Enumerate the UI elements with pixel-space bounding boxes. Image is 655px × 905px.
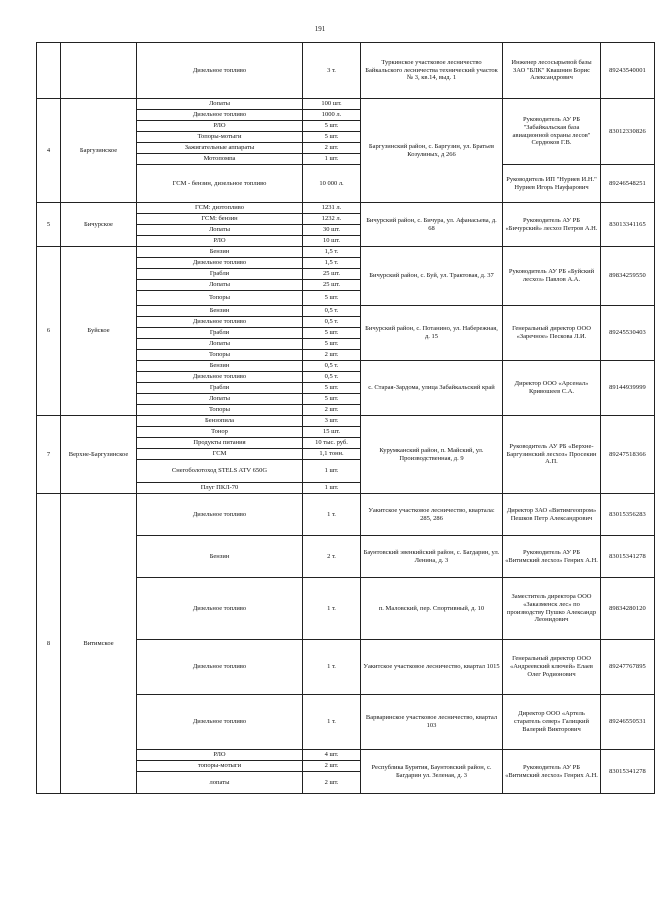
district-name: Буйское bbox=[61, 247, 137, 416]
phone-number: 83015341278 bbox=[601, 536, 655, 578]
item-name: топоры-мотыги bbox=[137, 761, 303, 772]
item-name: Дизельное топливо bbox=[137, 578, 303, 640]
phone-number: 89834280120 bbox=[601, 578, 655, 640]
item-name: Грабли bbox=[137, 328, 303, 339]
location-address: Курумканский район, п. Майский, ул. Производственная, д. 9 bbox=[361, 416, 503, 494]
row-number: 5 bbox=[37, 203, 61, 247]
phone-number: 89246550531 bbox=[601, 695, 655, 750]
item-name: Дизельное топливо bbox=[137, 640, 303, 695]
phone-number: 83015356283 bbox=[601, 494, 655, 536]
location-address: Варваринское участковое лесничество, квартал 103 bbox=[361, 695, 503, 750]
location-address: Республика Бурятия, Баунтовский район, с. Багдарин ул. Зеленая, д. 3 bbox=[361, 750, 503, 794]
responsible-contact: Генеральный директор ООО «Андреевский ключей» Елаев Олег Родионович bbox=[503, 640, 601, 695]
responsible-contact: Руководитель АУ РБ «Буйский лесхоз» Павлов А.А. bbox=[503, 247, 601, 306]
item-quantity: 1 т. bbox=[303, 695, 361, 750]
item-quantity: 1231 л. bbox=[303, 203, 361, 214]
item-quantity: 25 шт. bbox=[303, 280, 361, 291]
item-quantity: 15 шт. bbox=[303, 427, 361, 438]
item-name: Дизельное топливо bbox=[137, 258, 303, 269]
phone-number: 83015341278 bbox=[601, 750, 655, 794]
district-name: Бичурское bbox=[61, 203, 137, 247]
phone-number: 89144939999 bbox=[601, 361, 655, 416]
item-name: ГСМ bbox=[137, 449, 303, 460]
item-name: Лопаты bbox=[137, 99, 303, 110]
item-name: Лопаты bbox=[137, 225, 303, 236]
item-name: Мотопомпа bbox=[137, 154, 303, 165]
item-name: РЛО bbox=[137, 236, 303, 247]
item-quantity: 1 шт. bbox=[303, 460, 361, 483]
item-name: Дизельное топливо bbox=[137, 317, 303, 328]
location-address: Уакитское участковое лесничество, квартал 1015 bbox=[361, 640, 503, 695]
item-name: РЛО bbox=[137, 750, 303, 761]
item-name: РЛО bbox=[137, 121, 303, 132]
responsible-contact: Генеральный директор ООО «Заречное» Пескова Л.И. bbox=[503, 306, 601, 361]
item-quantity: 3 шт. bbox=[303, 416, 361, 427]
item-quantity: 1,5 т. bbox=[303, 247, 361, 258]
phone-number: 89247518366 bbox=[601, 416, 655, 494]
location-address: Уакитское участковое лесничество, квартала: 285, 286 bbox=[361, 494, 503, 536]
location-address: с. Старая-Зардома, улица Забайкальский край bbox=[361, 361, 503, 416]
item-quantity: 5 шт. bbox=[303, 394, 361, 405]
item-name: Дизельное топливо bbox=[137, 695, 303, 750]
responsible-contact: Руководитель АУ РБ «Витимский лесхоз» Генрих А.Н. bbox=[503, 750, 601, 794]
responsible-contact: Заместитель директора ООО «Заказменск лес» по производству Пушко Александр Леонидович bbox=[503, 578, 601, 640]
location-address: Бичурский район, с. Бичура, ул. Афанасьева, д. 68 bbox=[361, 203, 503, 247]
item-quantity: 10 000 л. bbox=[303, 165, 361, 203]
responsible-contact: Инженер лесосырьевой базы ЗАО "БЛК" Квашнин Борис Александрович bbox=[503, 43, 601, 99]
item-name: Зажигательные аппараты bbox=[137, 143, 303, 154]
item-quantity: 0,5 т. bbox=[303, 306, 361, 317]
page-number: 191 bbox=[314, 25, 326, 33]
responsible-contact: Руководитель АУ РБ «Витимский лесхоз» Генрих А.Н. bbox=[503, 536, 601, 578]
row-number bbox=[37, 43, 61, 99]
table-row bbox=[37, 494, 655, 536]
item-quantity: 5 шт. bbox=[303, 328, 361, 339]
item-name: Дизельное топливо bbox=[137, 494, 303, 536]
item-name: Плуг ПКЛ-70 bbox=[137, 483, 303, 494]
item-name: Тонор bbox=[137, 427, 303, 438]
item-quantity: 5 шт. bbox=[303, 383, 361, 394]
table-row bbox=[37, 99, 655, 110]
row-number: 4 bbox=[37, 99, 61, 203]
table-row bbox=[37, 203, 655, 214]
responsible-contact: Директор ЗАО «Витимгеопром» Пешков Петр Александрович bbox=[503, 494, 601, 536]
item-quantity: 3 т. bbox=[303, 43, 361, 99]
phone-number: 83013341165 bbox=[601, 203, 655, 247]
item-quantity: 0,5 т. bbox=[303, 361, 361, 372]
item-name: Бензин bbox=[137, 361, 303, 372]
item-quantity: 1,1 тонн. bbox=[303, 449, 361, 460]
item-quantity: 1 шт. bbox=[303, 483, 361, 494]
resource-table bbox=[36, 42, 655, 794]
location-address: Бичурский район, с. Буй, ул. Трактовая, д. 37 bbox=[361, 247, 503, 306]
location-address: Бичурский район, с. Потанино, ул. Набережная, д. 15 bbox=[361, 306, 503, 361]
item-quantity: 2 шт. bbox=[303, 772, 361, 794]
item-name: Продукты питания bbox=[137, 438, 303, 449]
item-quantity: 5 шт. bbox=[303, 339, 361, 350]
location-address: Туркинское участковое лесничество Байкальского лесничества технический участок № 3, кв.14, выд. 1 bbox=[361, 43, 503, 99]
row-number: 7 bbox=[37, 416, 61, 494]
item-quantity: 5 шт. bbox=[303, 121, 361, 132]
item-quantity: 2 шт. bbox=[303, 761, 361, 772]
row-number: 8 bbox=[37, 494, 61, 794]
item-quantity: 1232 л. bbox=[303, 214, 361, 225]
location-address: Баргузинский район, с. Баргузин, ул. Братьев Козулиных, д 266 bbox=[361, 99, 503, 203]
item-name: ГСМ: дизтопливо bbox=[137, 203, 303, 214]
responsible-contact: Директор ООО «Артель старатель север» Галицкий Валерий Викторович bbox=[503, 695, 601, 750]
item-quantity: 1 т. bbox=[303, 640, 361, 695]
item-name: Топоры bbox=[137, 291, 303, 306]
location-address: Баунтовский эвенкийский район, с. Багдарин, ул. Ленина, д. 3 bbox=[361, 536, 503, 578]
responsible-contact: Директор ООО «Арсенал» Кривошеев С.А. bbox=[503, 361, 601, 416]
district-name: Витимское bbox=[61, 494, 137, 794]
item-quantity: 5 шт. bbox=[303, 291, 361, 306]
item-name: Бензин bbox=[137, 536, 303, 578]
phone-number: 83012330826 bbox=[601, 99, 655, 165]
item-name: Снегоболотоход STELS ATV 650G bbox=[137, 460, 303, 483]
item-name: Дизельное топливо bbox=[137, 372, 303, 383]
item-quantity: 2 шт. bbox=[303, 350, 361, 361]
item-name: Дизельное топливо bbox=[137, 43, 303, 99]
responsible-contact: Руководитель ИП "Нуриев И.Н." Нуриев Игорь Науфарович bbox=[503, 165, 601, 203]
item-quantity: 1000 л. bbox=[303, 110, 361, 121]
item-name: Лопаты bbox=[137, 394, 303, 405]
item-name: Грабли bbox=[137, 269, 303, 280]
phone-number: 89243540001 bbox=[601, 43, 655, 99]
item-name: Топоры bbox=[137, 350, 303, 361]
item-quantity: 1 т. bbox=[303, 578, 361, 640]
table-row bbox=[37, 43, 655, 99]
item-name: Лопаты bbox=[137, 339, 303, 350]
district-name: Верхне-Баргузинское bbox=[61, 416, 137, 494]
item-name: Бензин bbox=[137, 247, 303, 258]
responsible-contact: Руководитель АУ РБ "Забайкальская база авиационной охраны лесов" Сердюков Г.В. bbox=[503, 99, 601, 165]
responsible-contact: Руководитель АУ РБ «Бичурский» лесхоз Петров А.Н. bbox=[503, 203, 601, 247]
item-quantity: 100 шт. bbox=[303, 99, 361, 110]
item-name: лопаты bbox=[137, 772, 303, 794]
phone-number: 89834259550 bbox=[601, 247, 655, 306]
location-address: п. Маловский, пер. Спортивный, д. 10 bbox=[361, 578, 503, 640]
item-quantity: 1 шт. bbox=[303, 154, 361, 165]
table-row bbox=[37, 416, 655, 427]
item-quantity: 10 шт. bbox=[303, 236, 361, 247]
phone-number: 89246548251 bbox=[601, 165, 655, 203]
item-quantity: 25 шт. bbox=[303, 269, 361, 280]
item-name: Бензин bbox=[137, 306, 303, 317]
item-name: Топоры bbox=[137, 405, 303, 416]
item-quantity: 10 тыс. руб. bbox=[303, 438, 361, 449]
item-quantity: 1,5 т. bbox=[303, 258, 361, 269]
district-name bbox=[61, 43, 137, 99]
item-quantity: 2 т. bbox=[303, 536, 361, 578]
item-name: Топоры-мотыги bbox=[137, 132, 303, 143]
phone-number: 89247767895 bbox=[601, 640, 655, 695]
item-name: Дизельное топливо bbox=[137, 110, 303, 121]
item-quantity: 5 шт. bbox=[303, 132, 361, 143]
item-quantity: 0,5 т. bbox=[303, 317, 361, 328]
item-name: Бензопила bbox=[137, 416, 303, 427]
district-name: Баргузинское bbox=[61, 99, 137, 203]
phone-number: 89245530403 bbox=[601, 306, 655, 361]
item-name: ГСМ - бензин, дизельное топливо bbox=[137, 165, 303, 203]
row-number: 6 bbox=[37, 247, 61, 416]
item-quantity: 0,5 т. bbox=[303, 372, 361, 383]
item-quantity: 4 шт. bbox=[303, 750, 361, 761]
item-name: Грабли bbox=[137, 383, 303, 394]
item-name: Лопаты bbox=[137, 280, 303, 291]
item-quantity: 30 шт. bbox=[303, 225, 361, 236]
table-row bbox=[37, 247, 655, 258]
responsible-contact: Руководитель АУ РБ «Верхне-Баргузинский лесхоз» Просекин А.П. bbox=[503, 416, 601, 494]
item-quantity: 1 т. bbox=[303, 494, 361, 536]
item-quantity: 2 шт. bbox=[303, 143, 361, 154]
item-name: ГСМ: бензин bbox=[137, 214, 303, 225]
item-quantity: 2 шт. bbox=[303, 405, 361, 416]
